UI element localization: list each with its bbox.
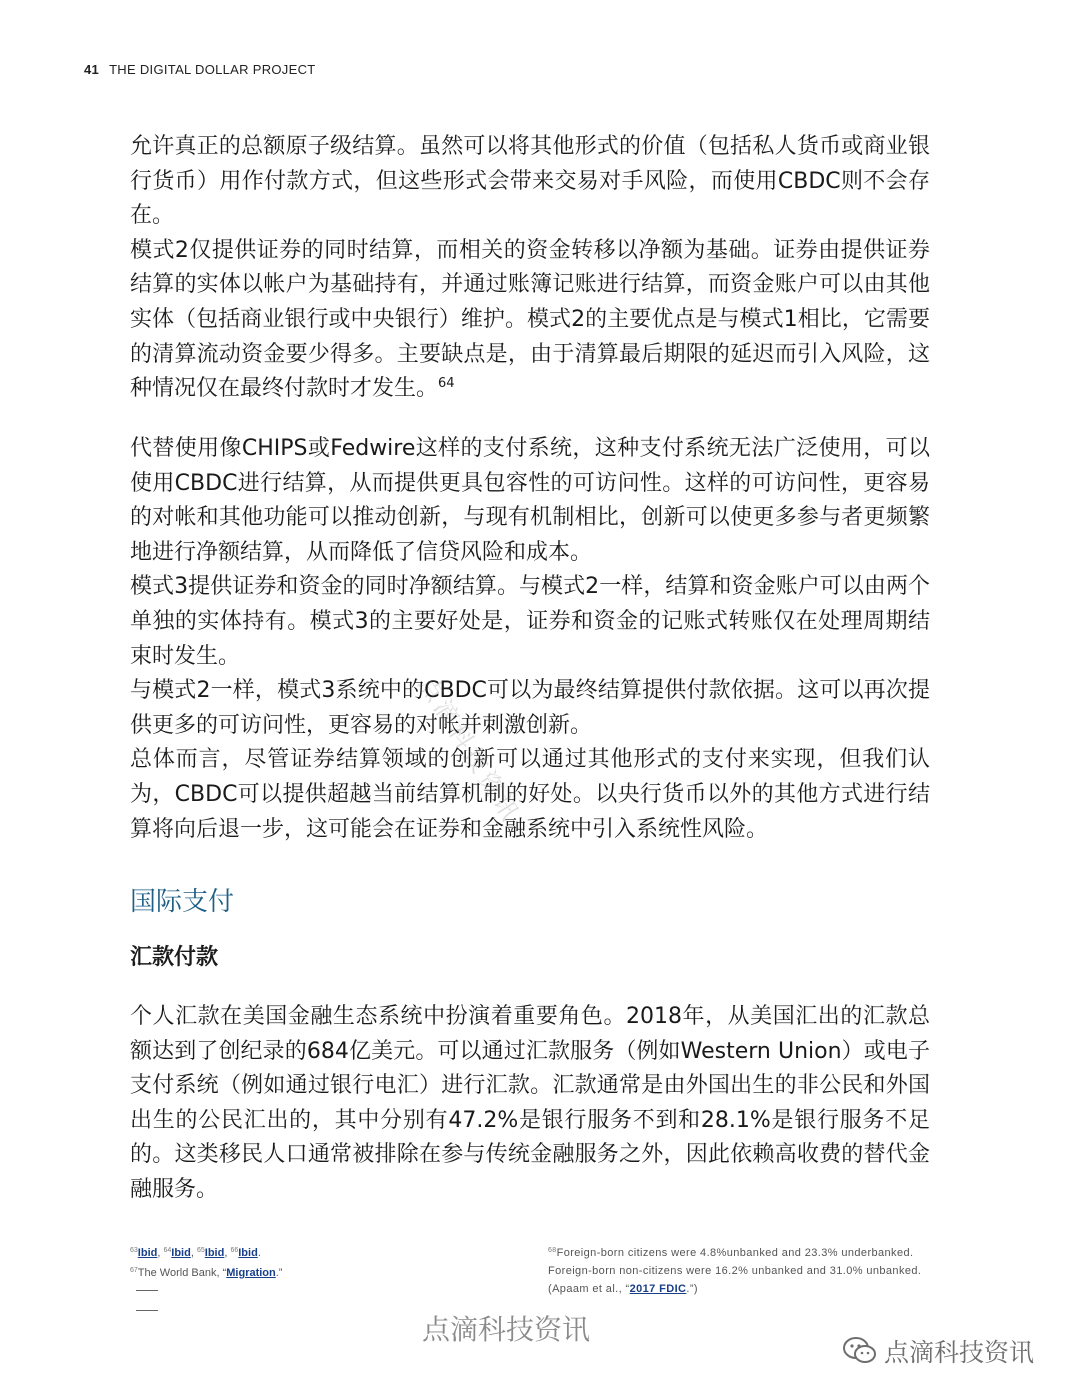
paragraph: 总体而言，尽管证券结算领域的创新可以通过其他形式的支付来实现，但我们认为，CBDC可以提供超越当前结算机制的好处。以央行货币以外的其他方式进行结算将向后退一步，这可能会在证券和金融系统中引入系统性风险。 xyxy=(130,747,930,842)
footnote-link[interactable]: Ibid xyxy=(137,1247,158,1259)
report-title: THE DIGITAL DOLLAR PROJECT xyxy=(109,62,316,77)
paragraph: 个人汇款在美国金融生态系统中扮演着重要角色。2018年，从美国汇出的汇款总额达到了创纪录的684亿美元。可以通过汇款服务（例如Western Union）或电子支付系统（例如通过银行电汇）进行汇款。汇款通常是由外国出生的非公民和外国出生的公民汇出的，其中分别有47.2%是银行服务不到和28.1%是银行服务不足的。这类移民人口通常被排除在参与传统金融服务之外，因此依赖高收费的替代金融服务。 xyxy=(130,1004,930,1202)
paragraph: 模式3提供证券和资金的同时净额结算。与模式2一样，结算和资金账户可以由两个单独的实体持有。模式3的主要好处是，证券和资金的记账式转账仅在处理周期结束时发生。 xyxy=(130,574,930,669)
paragraph: 允许真正的总额原子级结算。虽然可以将其他形式的价值（包括私人货币或商业银行货币）用作付款方式，但这些形式会带来交易对手风险，而使用CBDC则不会存在。 xyxy=(130,134,930,229)
paragraph: 模式2仅提供证券的同时结算，而相关的资金转移以净额为基础。证券由提供证券结算的实体以帐户为基础持有，并通过账簿记账进行结算，而资金账户可以由其他实体（包括商业银行或中央银行）维护。模式2的主要优点是与模式1相比，它需要的清算流动资金要少得多。主要缺点是，由于清算最后期限的延迟而引入风险，这种情况仅在最终付款时才发生。$^{64}$ xyxy=(130,237,930,402)
body-block-3 xyxy=(130,1000,930,1208)
watermark-text: 点滴科技资讯 xyxy=(422,1313,591,1346)
page-header xyxy=(84,62,316,77)
footnote-link[interactable]: Ibid xyxy=(238,1247,258,1259)
footnote-ref[interactable]: 64 xyxy=(438,376,455,392)
body-block-2 xyxy=(130,432,930,847)
paragraph: 与模式2一样，模式3系统中的CBDC可以为最终结算提供付款依据。这可以再次提供更多的可访问性，更容易的对帐并刺激创新。 xyxy=(130,678,930,738)
fdic-link[interactable]: 2017 FDIC xyxy=(629,1283,687,1295)
footnote-link[interactable]: Ibid xyxy=(204,1247,225,1259)
footnotes-right: $^{68}$Foreign-born citizens were 4.8%unbanked and 23.3% underbanked. Foreign-born non-citizens were 16.2% unbanked and 31.0% unbanked. (Apaam et al., “2017 FDIC.”) xyxy=(548,1247,922,1295)
divider xyxy=(136,1310,158,1311)
body-block-1 xyxy=(130,130,930,407)
diagonal-watermark: 点滴科技资讯 xyxy=(413,671,526,829)
section-heading: 国际支付 xyxy=(130,887,235,917)
wechat-label: 点滴科技资讯 xyxy=(884,1338,1035,1367)
wechat-watermark xyxy=(842,1333,1034,1369)
sub-heading: 汇款付款 xyxy=(130,944,219,970)
divider xyxy=(136,1290,158,1291)
wechat-icon xyxy=(842,1336,878,1366)
footnote-line: $^{67}$The World Bank, “Migration.” xyxy=(130,1267,283,1279)
footnotes-left xyxy=(130,1242,460,1282)
footnote-line: $^{63}$Ibid, $^{64}$Ibid, $^{65}$Ibid, $^{66}$Ibid. xyxy=(130,1247,261,1259)
footnote-link[interactable]: Ibid xyxy=(171,1247,191,1259)
migration-link[interactable]: Migration xyxy=(226,1267,276,1279)
page-number: 41 xyxy=(84,62,100,77)
paragraph: 代替使用像CHIPS或Fedwire这样的支付系统，这种支付系统无法广泛使用，可以使用CBDC进行结算，从而提供更具包容性的可访问性。这样的可访问性，更容易的对帐和其他功能可以推动创新，与现有机制相比，创新可以使更多参与者更频繁地进行净额结算，从而降低了信贷风险和成本。 xyxy=(130,436,930,565)
